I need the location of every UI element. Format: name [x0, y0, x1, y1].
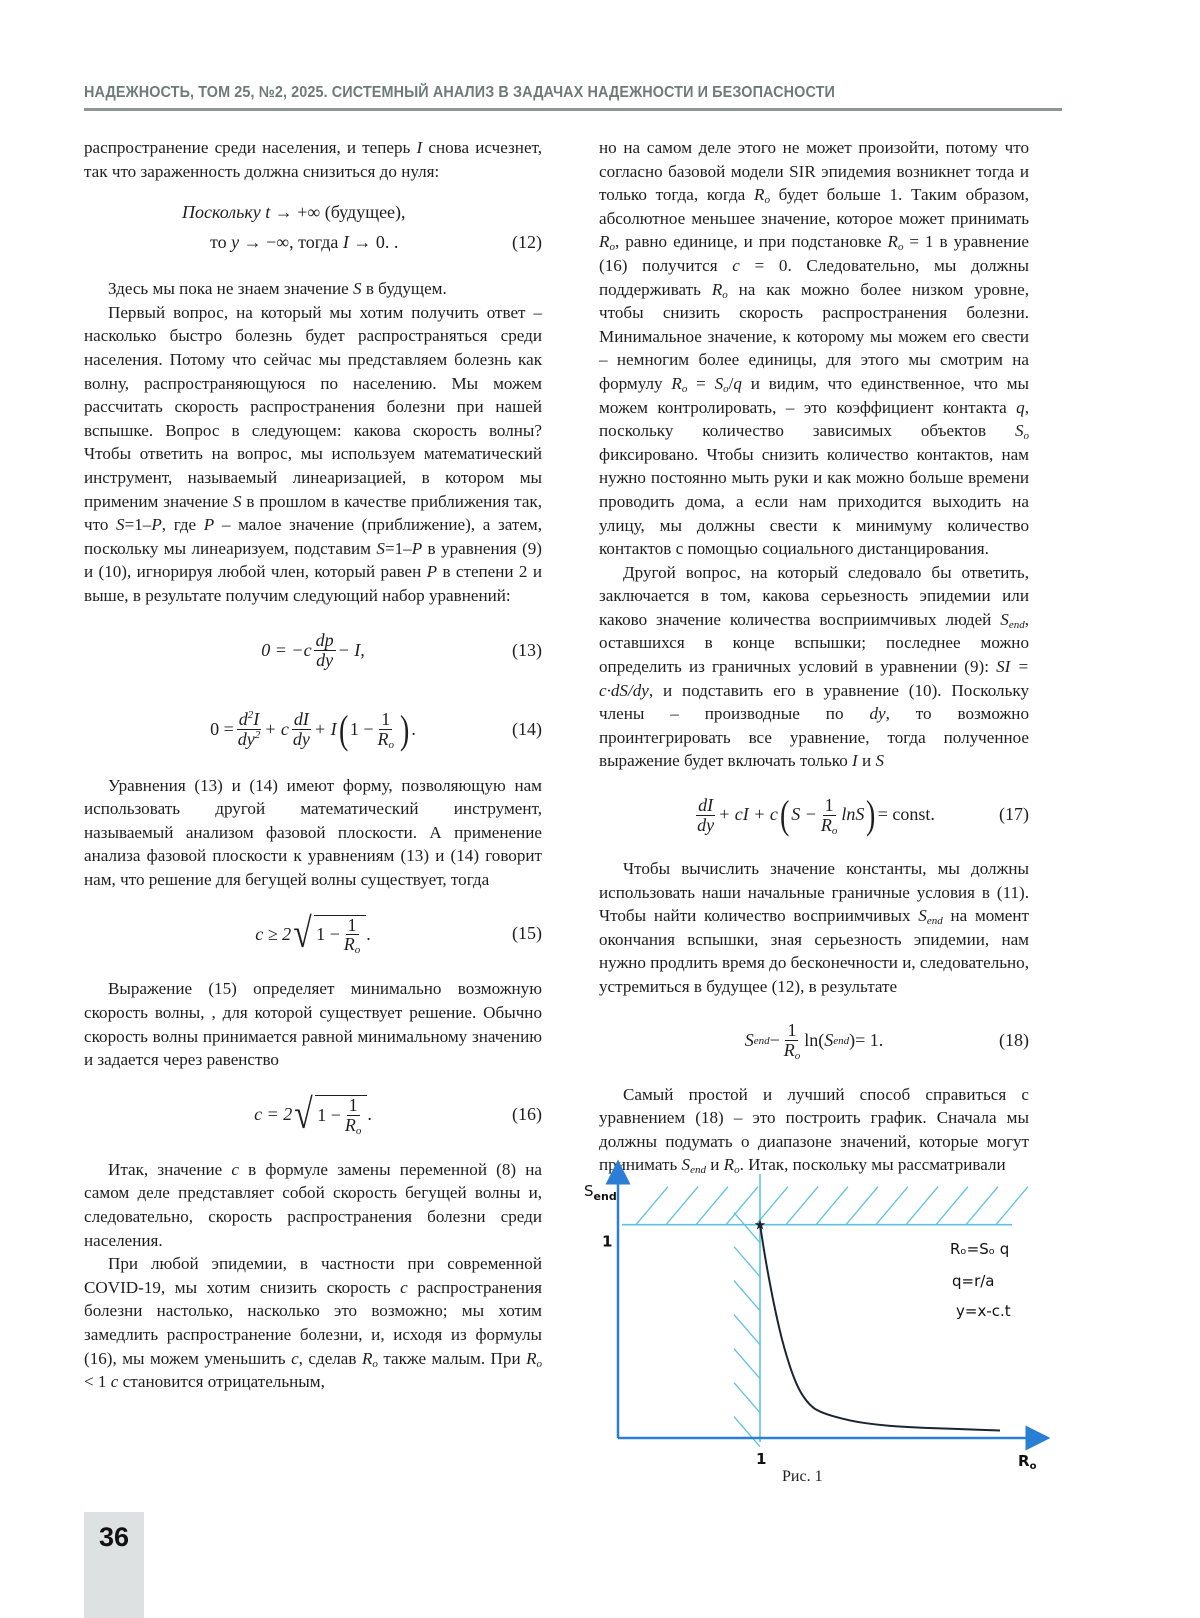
annotation-r0-formula: Rₒ=Sₒ q [950, 1240, 1010, 1258]
figure-caption: Рис. 1 [782, 1468, 823, 1485]
equation-13: 0 = −c $\frac{dp}{dy}$ − I, (13) [261, 630, 542, 670]
equation-number: (18) [999, 1029, 1029, 1050]
hatch-line [936, 1187, 968, 1225]
hatch-region-above-one [636, 1187, 1028, 1225]
paragraph: Чтобы вычислить значение константы, мы должны использовать наши начальные граничные условия в (11). Чтобы найти количество восприимчивых $S_{end}$ на момент окончания вспышки, зная серьезность эпидемии, нам нужно продлить время до бесконечности и, следовательно, устремиться в будущее (12), в результате [599, 859, 1029, 996]
hatch-line [876, 1187, 908, 1225]
paragraph: Выражение (15) определяет минимально возможную скорость волны, , для которой существует решение. Обычно скорость волны принимается равной минимальному значению и задается через равенство [84, 979, 542, 1070]
hatch-line [734, 1247, 760, 1277]
page-number: 36 [98, 1522, 130, 1552]
equation-number: (12) [512, 232, 542, 253]
paragraph: Итак, значение c в формуле замены переменной (8) на самом деле представляет собой скорость бегущей волны и, следовательно, скорость распространения болезни среди населения. [84, 1159, 542, 1250]
hatch-line [734, 1417, 760, 1447]
equation-number: (17) [999, 804, 1029, 825]
y-axis-label: $S_{end}$ [584, 1182, 617, 1203]
equation-15: c ≥ 2 √ 1 − $\frac{1}{R_o}$ . (15) [255, 911, 542, 958]
header-divider [84, 108, 1062, 111]
hatch-line [906, 1187, 938, 1225]
page-number-box [84, 1512, 144, 1618]
paragraph: Самый простой и лучший способ справиться с уравнением (18) – это построить график. Сначала мы должны подумать о диапазоне значений, которые могут принимать $S_{end}$ и $R_o$. Итак, поскольку мы рассматривали [599, 1084, 1029, 1177]
paragraph: Первый вопрос, на который мы хотим получить ответ – насколько быстро болезнь будет распространяться среди населения. Потому что сейчас мы представляем болезнь как волну, распространяющуюся по населению. Мы можем рассчитать скорость распространения болезни при нашей вспышке. Вопрос в следующем: какова скорость волны? Чтобы ответить на вопрос, мы используем математический инструмент, называемый линеаризацией, в котором мы применим значение S в прошлом в качестве приближения так, что S=1–P, где P – малое значение (приближение), а затем, поскольку мы линеаризуем, подставим S=1–P в уравнения (9) и (10), игнорируя любой член, который равен P в степени 2 и выше, в результате получим следующий набор уравнений: [84, 302, 542, 605]
hatch-line [734, 1383, 760, 1413]
paragraph: распространение среди населения, и теперь I снова исчезнет, так что зараженность должна снизиться до нуля: [84, 138, 542, 181]
equation-14: 0 = $\frac{d^2I}{dy^2}$ + c $\frac{dI}{dy}$ + I ( 1 − $\frac{1}{R_o}$ ) . (14) [210, 706, 542, 752]
equation-18: S end − $\frac{1}{R_o}$ ln ( S end ) = 1. (18) [744, 1020, 1029, 1063]
annotation-y-formula: y=x-c.t [956, 1302, 1011, 1320]
hatch-line [734, 1315, 760, 1345]
hatch-line [996, 1187, 1028, 1225]
equation-number: (15) [512, 923, 542, 944]
hatch-region-left-of-one [734, 1213, 760, 1447]
equation-number: (14) [512, 718, 542, 739]
annotation-q-formula: q=r/a [952, 1272, 995, 1290]
equation-12: Поскольку t → +∞ (будущее), то y → −∞, тогда I → 0. . (12) [84, 201, 542, 265]
hatch-line [786, 1187, 818, 1225]
hatch-line [666, 1187, 698, 1225]
hatch-line [734, 1349, 760, 1379]
s-end-vs-r0-chart [580, 1160, 1050, 1472]
hatch-line [696, 1187, 728, 1225]
y-tick-label: 1 [602, 1232, 613, 1251]
equation-number: (16) [512, 1104, 542, 1125]
star-marker: ★ [753, 1218, 767, 1234]
hatch-line [636, 1187, 668, 1225]
x-tick-label: 1 [756, 1450, 767, 1468]
equation-number: (13) [512, 639, 542, 660]
hatch-line [816, 1187, 848, 1225]
paragraph: Уравнения (13) и (14) имеют форму, позволяющую нам использовать другой математический инструмент, называемый анализом фазовой плоскости. А применение анализа фазовой плоскости к уравнениям (13) и (14) говорит нам, что решение для бегущей волны существует, тогда [84, 775, 542, 889]
running-title: НАДЕЖНОСТЬ, ТОМ 25, №2, 2025. СИСТЕМНЫЙ АНАЛИЗ В ЗАДАЧАХ НАДЕЖНОСТИ И БЕЗОПАСНОСТИ [84, 84, 835, 101]
equation-16: c = 2 √ 1 − $\frac{1}{R_o}$ . (16) [254, 1091, 542, 1138]
x-axis-label: $R_o$ [1018, 1452, 1037, 1472]
paragraph: Здесь мы пока не знаем значение S в будущем. [108, 279, 447, 299]
right-column [599, 136, 1029, 1177]
paragraph: Другой вопрос, на который следовало бы ответить, заключается в том, какова серьезность эпидемии или каково значение количества восприимчивых людей $S_{end}$, оставшихся в конце вспышки; последнее можно определить из граничных условий в уравнении (9): SI = c·dS/dy, и подставить его в уравнение (10). Поскольку члены – производные по dy, то возможно проинтегрировать все уравнение, тогда полученное выражение будет включать только I и S [599, 562, 1029, 771]
left-column [84, 136, 542, 1394]
equation-17: $\frac{dI}{dy}$ + cI + c ( S − $\frac{1}{R_o}$ lnS ) = const. (17) [697, 792, 1029, 838]
running-header [84, 84, 1062, 111]
paragraph: При любой эпидемии, в частности при современной COVID-19, мы хотим снизить скорость c распространения болезни настолько, насколько это возможно; мы хотим замедлить распространение болезни, и, исходя из формулы (16), мы можем уменьшить c, сделав $R_o$ также малым. При $R_o < 1$ c становится отрицательным, [84, 1254, 543, 1392]
hatch-line [846, 1187, 878, 1225]
paragraph: но на самом деле этого не может произойти, потому что согласно базовой модели SIR эпидемия возникнет тогда и только тогда, когда $R_o$ будет больше 1. Таким образом, абсолютное меньшее значение, которое может принимать $R_o$, равно единице, и при подстановке $R_o = 1$ в уравнение (16) получится c = 0. Следовательно, мы должны поддерживать $R_o$ на как можно более низком уровне, чтобы снизить скорость распространения болезни. Минимальное значение, к которому мы можем его свести – немногим более единицы, для этого мы смотрим на формулу $R_o = S_o/q$ и видим, что единственное, что мы можем контролировать, – это коэффициент контакта q, поскольку количество зависимых объектов $S_o$ фиксировано. Чтобы снизить количество контактов, нам нужно постоянно мыть руки и как можно больше времени проводить дома, а если нам приходится выходить на улицу, мы должны свести к минимуму количество контактов с помощью социального дистанцирования. [599, 138, 1030, 559]
hatch-line [966, 1187, 998, 1225]
hatch-line [734, 1281, 760, 1311]
figure-1 [580, 1160, 1050, 1472]
